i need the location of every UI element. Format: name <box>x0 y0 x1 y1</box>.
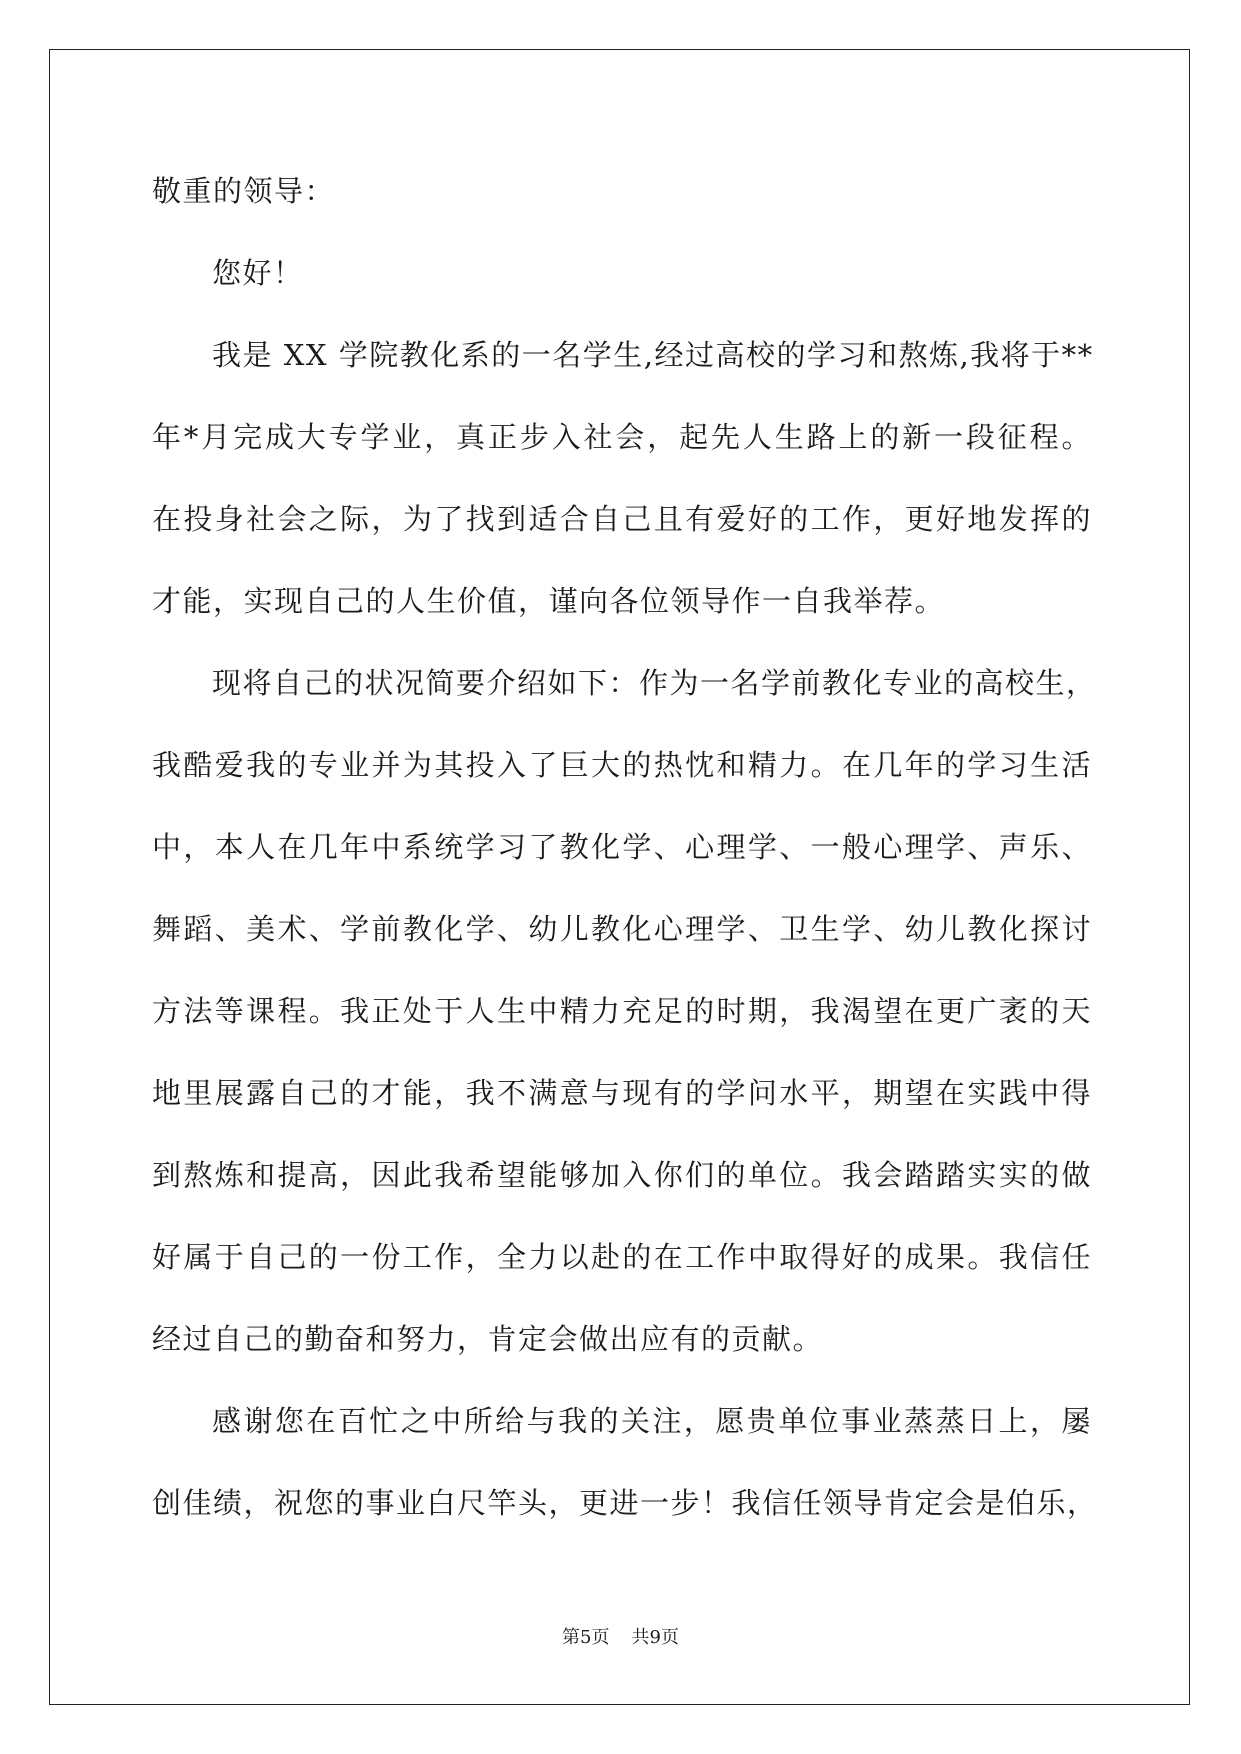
document-body <box>152 150 1098 1544</box>
page-number: 第5页 <box>562 1627 610 1648</box>
paragraph-line: 到熬炼和提高，因此我希望能够加入你们的单位。我会踏踏实实的做 <box>152 1158 1092 1192</box>
paragraph-line: 在投身社会之际，为了找到适合自己且有爱好的工作，更好地发挥的 <box>152 502 1092 536</box>
paragraph-line: 经过自己的勤奋和努力，肯定会做出应有的贡献。 <box>152 1322 824 1356</box>
paragraph-line: 现将自己的状况简要介绍如下：作为一名学前教化专业的高校生， <box>212 666 1097 700</box>
paragraph-intro <box>152 314 1092 642</box>
paragraph-line: 中，本人在几年中系统学习了教化学、心理学、一般心理学、声乐、 <box>152 830 1092 864</box>
paragraph-line: 创佳绩，祝您的事业白尺竿头，更进一步！我信任领导肯定会是伯乐， <box>152 1486 1098 1520</box>
paragraph-line: 方法等课程。我正处于人生中精力充足的时期，我渴望在更广袤的天 <box>152 994 1092 1028</box>
salutation: 敬重的领导： <box>152 174 336 208</box>
paragraph-line: 感谢您在百忙之中所给与我的关注，愿贵单位事业蒸蒸日上，屡 <box>212 1404 1092 1438</box>
paragraph-line: 好属于自己的一份工作，全力以赴的在工作中取得好的成果。我信任 <box>152 1240 1092 1274</box>
page-total: 共9页 <box>631 1627 679 1648</box>
paragraph-line: 我酷爱我的专业并为其投入了巨大的热忱和精力。在几年的学习生活 <box>152 748 1092 782</box>
page-footer <box>0 1626 1241 1650</box>
paragraph-line: 我是 XX 学院教化系的一名学生,经过高校的学习和熬炼,我将于** <box>212 338 1094 372</box>
paragraph-background <box>152 642 1097 1380</box>
paragraph-line: 年*月完成大专学业，真正步入社会，起先人生路上的新一段征程。 <box>152 420 1092 454</box>
paragraph-closing <box>152 1380 1098 1544</box>
paragraph-line: 才能，实现自己的人生价值，谨向各位领导作一自我举荐。 <box>152 584 946 618</box>
greeting: 您好！ <box>212 256 304 290</box>
paragraph-line: 舞蹈、美术、学前教化学、幼儿教化心理学、卫生学、幼儿教化探讨 <box>152 912 1092 946</box>
paragraph-line: 地里展露自己的才能，我不满意与现有的学问水平，期望在实践中得 <box>152 1076 1092 1110</box>
